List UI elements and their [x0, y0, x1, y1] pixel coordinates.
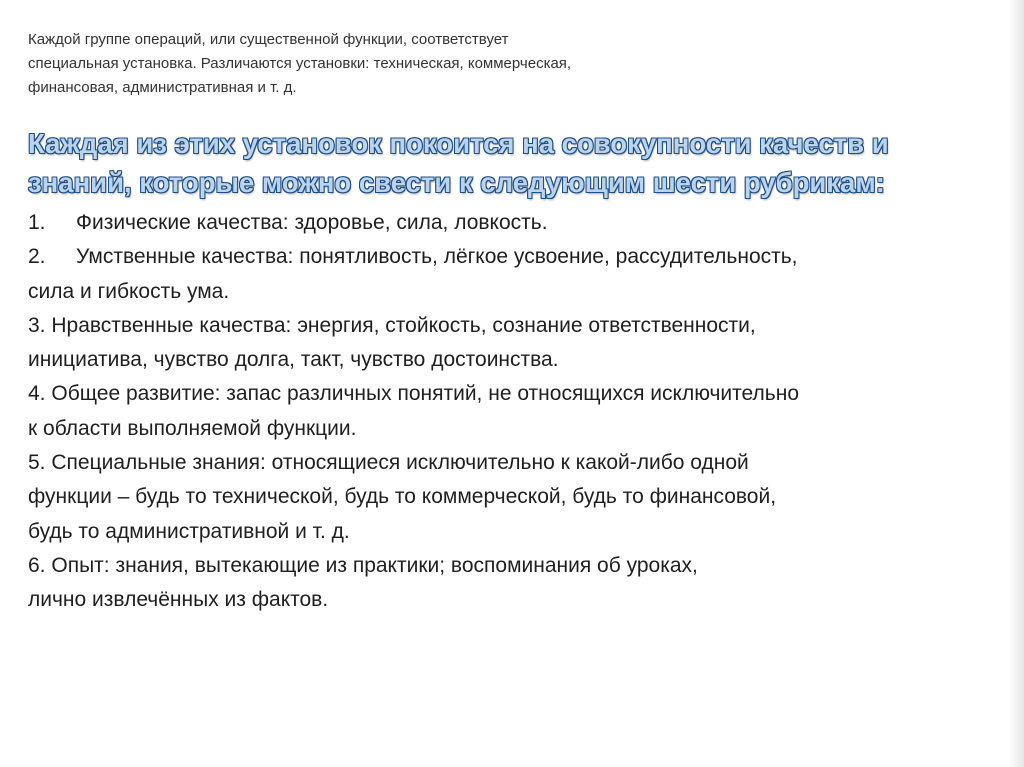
item-number: 2. [28, 245, 46, 269]
list-item-6 [28, 549, 1003, 583]
item-text: Опыт: знания, вытекающие из практики; воспоминания об уроках, [51, 553, 698, 577]
item-text-continuation: функции – будь то технической, будь то коммерческой, будь то финансовой, [28, 485, 777, 509]
item-text-continuation: лично извлечённых из фактов. [28, 588, 329, 612]
item-text: Общее развитие: запас различных понятий, не относящихся исключительно [51, 382, 799, 406]
list-item-5 [28, 446, 1003, 480]
list-item-2 [28, 240, 1003, 274]
item-text-continuation: сила и гибкость ума. [28, 279, 230, 303]
intro-line-2: специальная установка. Различаются установки: техническая, коммерческая, [28, 55, 572, 72]
item-number: 3. [28, 313, 46, 337]
list-item-1 [28, 206, 1003, 240]
list-item-3 [28, 309, 1003, 343]
rubric-list [28, 206, 1003, 618]
section-heading [28, 124, 1003, 202]
item-text: Нравственные качества: энергия, стойкость, сознание ответственности, [51, 313, 756, 337]
list-item-4 [28, 377, 1003, 411]
intro-line-3: финансовая, административная и т. д. [28, 79, 297, 96]
heading-line-2: знаний, которые можно свести к следующим шести рубрикам: [28, 167, 885, 198]
slide-edge-shadow [1008, 0, 1024, 767]
item-text-continuation: будь то административной и т. д. [28, 519, 350, 543]
item-text-continuation: к области выполняемой функции. [28, 416, 357, 440]
item-number: 4. [28, 382, 46, 406]
intro-paragraph [28, 28, 728, 100]
item-number: 1. [28, 211, 46, 234]
item-text: Специальные знания: относящиеся исключительно к какой-либо одной [51, 451, 749, 475]
heading-line-1: Каждая из этих установок покоится на совокупности качеств и [28, 128, 889, 159]
item-text: Умственные качества: понятливость, лёгкое усвоение, рассудительность, [76, 245, 798, 269]
item-text-continuation: инициатива, чувство долга, такт, чувство достоинства. [28, 348, 559, 372]
item-number: 5. [28, 451, 46, 475]
item-text: Физические качества: здоровье, сила, ловкость. [76, 211, 548, 234]
intro-line-1: Каждой группе операций, или существенной функции, соответствует [28, 31, 509, 48]
item-number: 6. [28, 553, 46, 577]
